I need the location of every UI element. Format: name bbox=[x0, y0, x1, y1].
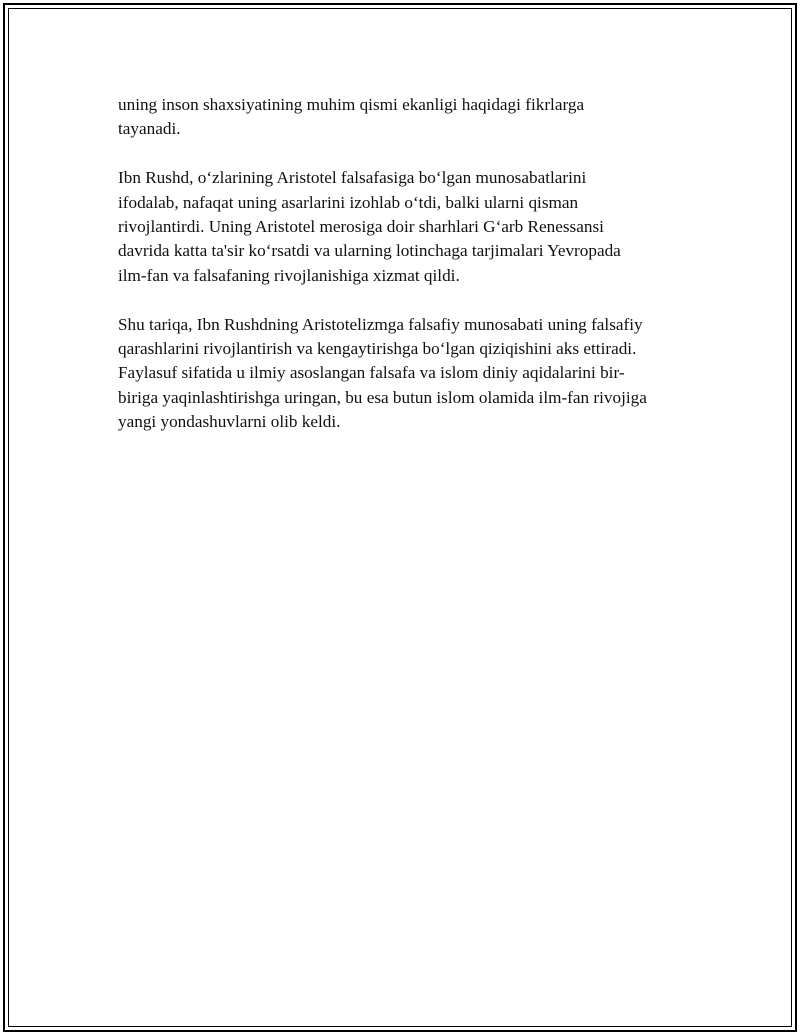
text-line: yangi yondashuvlarni olib keldi. bbox=[118, 412, 341, 432]
paragraph-1 bbox=[118, 93, 698, 142]
text-line: biriga yaqinlashtirishga uringan, bu esa butun islom olamida ilm-fan rivojiga bbox=[118, 387, 647, 407]
text-line: rivojlantirdi. Uning Aristotel merosiga doir sharhlari G‘arb Renessansi bbox=[118, 217, 604, 237]
text-line: tayanadi. bbox=[118, 119, 181, 139]
paragraph-2 bbox=[118, 166, 698, 288]
paragraph-3 bbox=[118, 313, 698, 435]
text-line: Faylasuf sifatida u ilmiy asoslangan falsafa va islom diniy aqidalarini bir- bbox=[118, 363, 625, 383]
text-line: uning inson shaxsiyatining muhim qismi ekanligi haqidagi fikrlarga bbox=[118, 95, 585, 114]
text-line: Ibn Rushd, o‘zlarining Aristotel falsafasiga bo‘lgan munosabatlarini bbox=[118, 168, 587, 188]
text-line: qarashlarini rivojlantirish va kengaytirishga bo‘lgan qiziqishini aks ettiradi. bbox=[118, 339, 637, 359]
text-line: ilm-fan va falsafaning rivojlanishiga xizmat qildi. bbox=[118, 265, 460, 285]
text-line: davrida katta ta'sir ko‘rsatdi va ularning lotinchaga tarjimalari Yevropada bbox=[118, 241, 621, 261]
document-body bbox=[118, 93, 698, 459]
text-line: ifodalab, nafaqat uning asarlarini izohlab o‘tdi, balki ularni qisman bbox=[118, 192, 579, 212]
text-line: Shu tariqa, Ibn Rushdning Aristotelizmga falsafiy munosabati uning falsafiy bbox=[118, 314, 643, 334]
